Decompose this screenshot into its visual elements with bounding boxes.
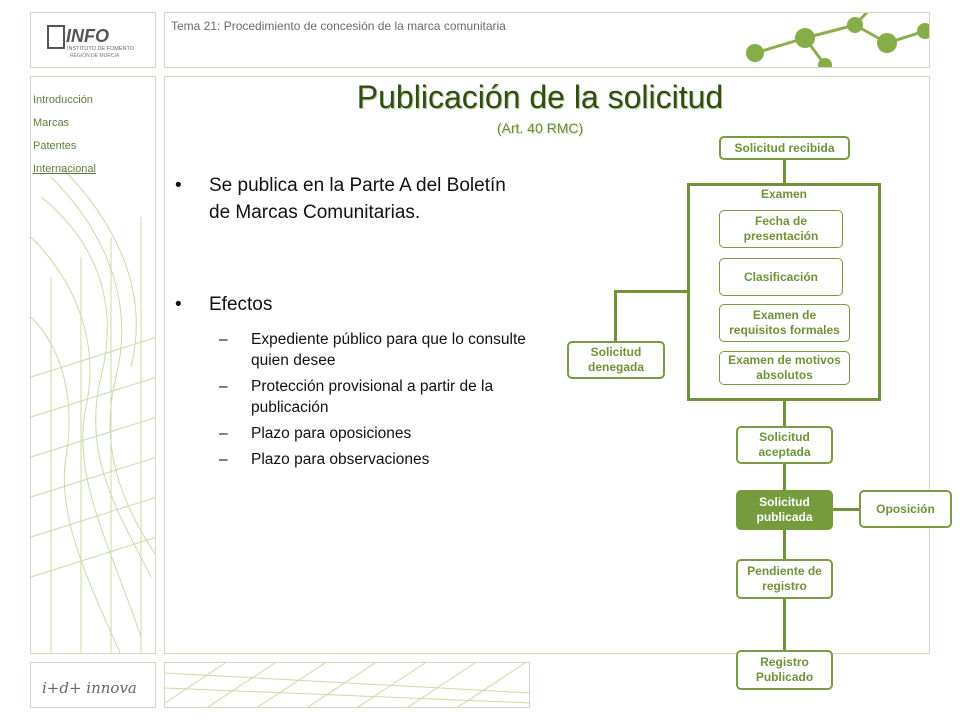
sub-bullet-item <box>219 449 529 470</box>
bullet-glyph: • <box>175 294 182 315</box>
footer-logo-text: i+d+ innova <box>42 679 137 697</box>
node-solicitud-denegada: Solicitud denegada <box>567 341 665 379</box>
info-logo <box>30 12 155 67</box>
connector-examen-denegada-v <box>614 290 617 342</box>
sub-bullet-text: Expediente público para que lo consulte quien desee <box>251 331 526 369</box>
sub-bullet-item <box>219 329 529 371</box>
bullet-glyph: • <box>175 175 182 196</box>
footer-mesh <box>165 663 530 708</box>
logo-name: INFO <box>66 26 109 46</box>
slide-title: Publicación de la solicitud <box>356 79 724 115</box>
slide-subtitle: (Art. 40 RMC) <box>496 120 584 136</box>
bullet-text: Efectos <box>209 294 273 315</box>
node-solicitud-aceptada: Solicitud aceptada <box>736 426 833 464</box>
nav-item-patentes[interactable]: Patentes <box>33 140 77 152</box>
nav-item-marcas[interactable]: Marcas <box>33 117 70 129</box>
logo-line1: INSTITUTO DE FOMENTO <box>67 46 135 52</box>
dash-glyph: – <box>219 331 228 348</box>
connector-publicada-oposicion <box>832 508 860 511</box>
sub-bullet-item <box>219 423 529 444</box>
node-fecha-presentacion: Fecha de presentación <box>719 210 843 248</box>
nav-item-introduccion[interactable]: Introducción <box>33 94 93 106</box>
sub-bullet-text: Plazo para observaciones <box>251 451 430 468</box>
logo-line2: REGIÓN DE MURCIA <box>70 53 120 59</box>
sub-bullet-text: Protección provisional a partir de la publicación <box>251 378 494 416</box>
node-clasificacion: Clasificación <box>719 258 843 296</box>
sub-bullet-list <box>219 329 529 475</box>
sidebar-nav <box>33 93 113 185</box>
node-requisitos-formales: Examen de requisitos formales <box>719 304 850 342</box>
dash-glyph: – <box>219 451 228 468</box>
connector-recibida-examen <box>783 159 786 185</box>
header-topic: Tema 21: Procedimiento de concesión de la marca comunitaria <box>171 19 506 33</box>
node-pendiente-registro: Pendiente de registro <box>736 559 833 599</box>
node-registro-publicado: Registro Publicado <box>736 650 833 690</box>
dash-glyph: – <box>219 425 228 442</box>
examen-label: Examen <box>760 187 808 201</box>
connector-publicada-pendiente <box>783 529 786 559</box>
bullet-text: Se publica en la Parte A del Boletín de Marcas Comunitarias. <box>209 175 506 223</box>
bullet-item <box>175 172 520 226</box>
nav-item-internacional[interactable]: Internacional <box>33 163 96 175</box>
bullet-item <box>175 294 272 316</box>
sub-bullet-text: Plazo para oposiciones <box>251 425 412 442</box>
dash-glyph: – <box>219 378 228 395</box>
connector-examen-aceptada <box>783 400 786 426</box>
node-oposicion: Oposición <box>859 490 952 528</box>
connector-pendiente-registro <box>783 598 786 650</box>
sub-bullet-item <box>219 376 529 418</box>
footer-panel <box>164 662 530 708</box>
node-solicitud-recibida: Solicitud recibida <box>719 136 850 160</box>
connector-aceptada-publicada <box>783 463 786 491</box>
node-motivos-absolutos: Examen de motivos absolutos <box>719 351 850 385</box>
node-solicitud-publicada: Solicitud publicada <box>736 490 833 530</box>
connector-examen-denegada-h <box>614 290 689 293</box>
